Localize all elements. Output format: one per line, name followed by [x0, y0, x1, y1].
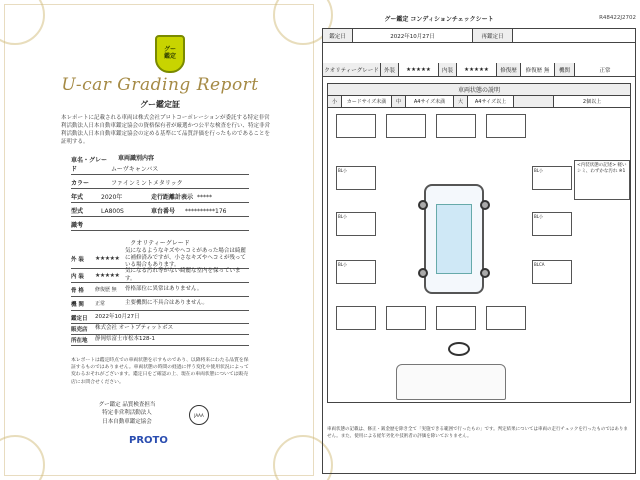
damage-box: BL小: [532, 166, 572, 190]
damage-box: [436, 114, 476, 138]
wheel-icon: [418, 200, 428, 210]
condition-section-title: 車両状態の説明: [328, 84, 630, 96]
certificate-intro: 本レポートに記載される車両は株式会社プロトコーポレーションが委託する特定非営利活動法人日本自動車鑑定協会の資格保有者が厳選かつ公平な検査を行い、特定非営利活動法人日本自動車鑑定協会の定める基準にて品質評価を行ったものであることを証明する。: [61, 115, 271, 145]
quality-frame-row: 骨 格 修復歴 無 骨格部位に異常はありません。: [71, 283, 249, 297]
steering-wheel-icon: [448, 342, 470, 356]
quality-grade-title: クオリティーグレード: [130, 240, 190, 247]
quality-mechanic-row: 機 関 正常 主要機関に不具合はありません。: [71, 297, 249, 311]
damage-box: [486, 114, 526, 138]
car-top-diagram: [424, 184, 484, 294]
quality-exterior-row: 外 装 ★★★★★ 気になるようなキズやヘコミがあった場合は綺麗に補修済みですが、小さなキズやヘコミが残っている場合もあります。: [71, 249, 249, 269]
damage-box: [436, 306, 476, 330]
goo-badge-logo: グー 鑑定: [155, 35, 185, 73]
location-row: 所在地 静岡県富士市松本128-1: [71, 335, 249, 346]
vehicle-model-row: 車名・グレード ムーヴキャンバス: [71, 161, 249, 175]
sheet-header: [322, 10, 636, 26]
vehicle-section-title: 車両識別内容: [117, 155, 154, 162]
certificate-script-title: U-car Grading Report: [61, 75, 259, 95]
proto-logo: PROTO: [129, 435, 168, 446]
signature-block: グー鑑定 品質検査担当 特定非営利活動法人 日本自動車鑑定協会: [98, 402, 156, 425]
vehicle-remarks-row: 識考: [71, 217, 249, 231]
wheel-icon: [480, 268, 490, 278]
vehicle-type-row: 型式 LA800S 車台番号 **********176: [71, 203, 249, 217]
car-glass: [436, 204, 472, 274]
damage-box: [336, 306, 376, 330]
quality-interior-row: 内 装 ★★★★★ 気になる汚れ等がない綺麗な室内を保っています。: [71, 269, 249, 283]
vehicle-condition-section: [327, 83, 631, 403]
damage-box: BL小: [532, 212, 572, 236]
inspection-date-row: 鑑定日 2022年10月27日: [71, 313, 249, 324]
interior-seat-diagram: [396, 364, 506, 400]
damage-box: [386, 114, 426, 138]
certificate-title: グー鑑定証: [140, 100, 180, 109]
vehicle-year-row: 年式 2020年 走行距離計表示 *****: [71, 189, 249, 203]
vehicle-color-row: カラー ファインミントメタリック: [71, 175, 249, 189]
ornament-corner: [0, 435, 45, 480]
damage-box: [386, 306, 426, 330]
damage-box: BLCA: [532, 260, 572, 284]
dealer-row: 販売店 株式会社 オートプティットボス: [71, 324, 249, 335]
sheet-title: グー鑑定 コンディションチェックシート: [384, 15, 494, 23]
wheel-icon: [418, 268, 428, 278]
certificate-notes: 本レポートは鑑定時点での車両状態を示すものであり、以降将来にわたる品質を保証するものではありません。車両状態の時間の経過に伴う変化や使用状況によって変わるおそれがございます。鑑定日をご確認の上、現在の車両状態については販売店にお問合せください。: [71, 358, 249, 385]
sheet-date-row: 鑑定日 2022年10月27日 再鑑定日: [323, 29, 635, 43]
damage-box: BL小: [336, 212, 376, 236]
sheet-footer-note: 車両状態の記載は、修正・鈑金歴を除き全て「実施できる範囲で行ったもの」です。判定結果については車両の走行チェックを行ったものではありません。また、使用による経年劣化や技術者の評価を除いておりません。: [327, 427, 628, 439]
wheel-icon: [480, 200, 490, 210]
sheet-id: R48422J2702: [599, 15, 636, 21]
interior-note-box: <内装状態の記述> 軽いシミ、わずかな汚れ ※1: [574, 160, 630, 200]
ornament-corner: [0, 0, 45, 45]
grading-certificate: [4, 4, 314, 476]
damage-box: BL小: [336, 166, 376, 190]
size-legend-row: 小 カードサイズ未満 中 A4サイズ未満 大 A4サイズ以上 2個以上: [328, 96, 630, 108]
damage-box: [486, 306, 526, 330]
damage-box: BL小: [336, 260, 376, 284]
jaaa-logo: JAAA: [189, 405, 209, 425]
damage-box: [336, 114, 376, 138]
sheet-grade-row: クオリティーグレード 外装 ★★★★★ 内装 ★★★★★ 修復歴 修復歴 無 機関 正常: [323, 63, 635, 77]
condition-check-sheet: [322, 28, 636, 474]
